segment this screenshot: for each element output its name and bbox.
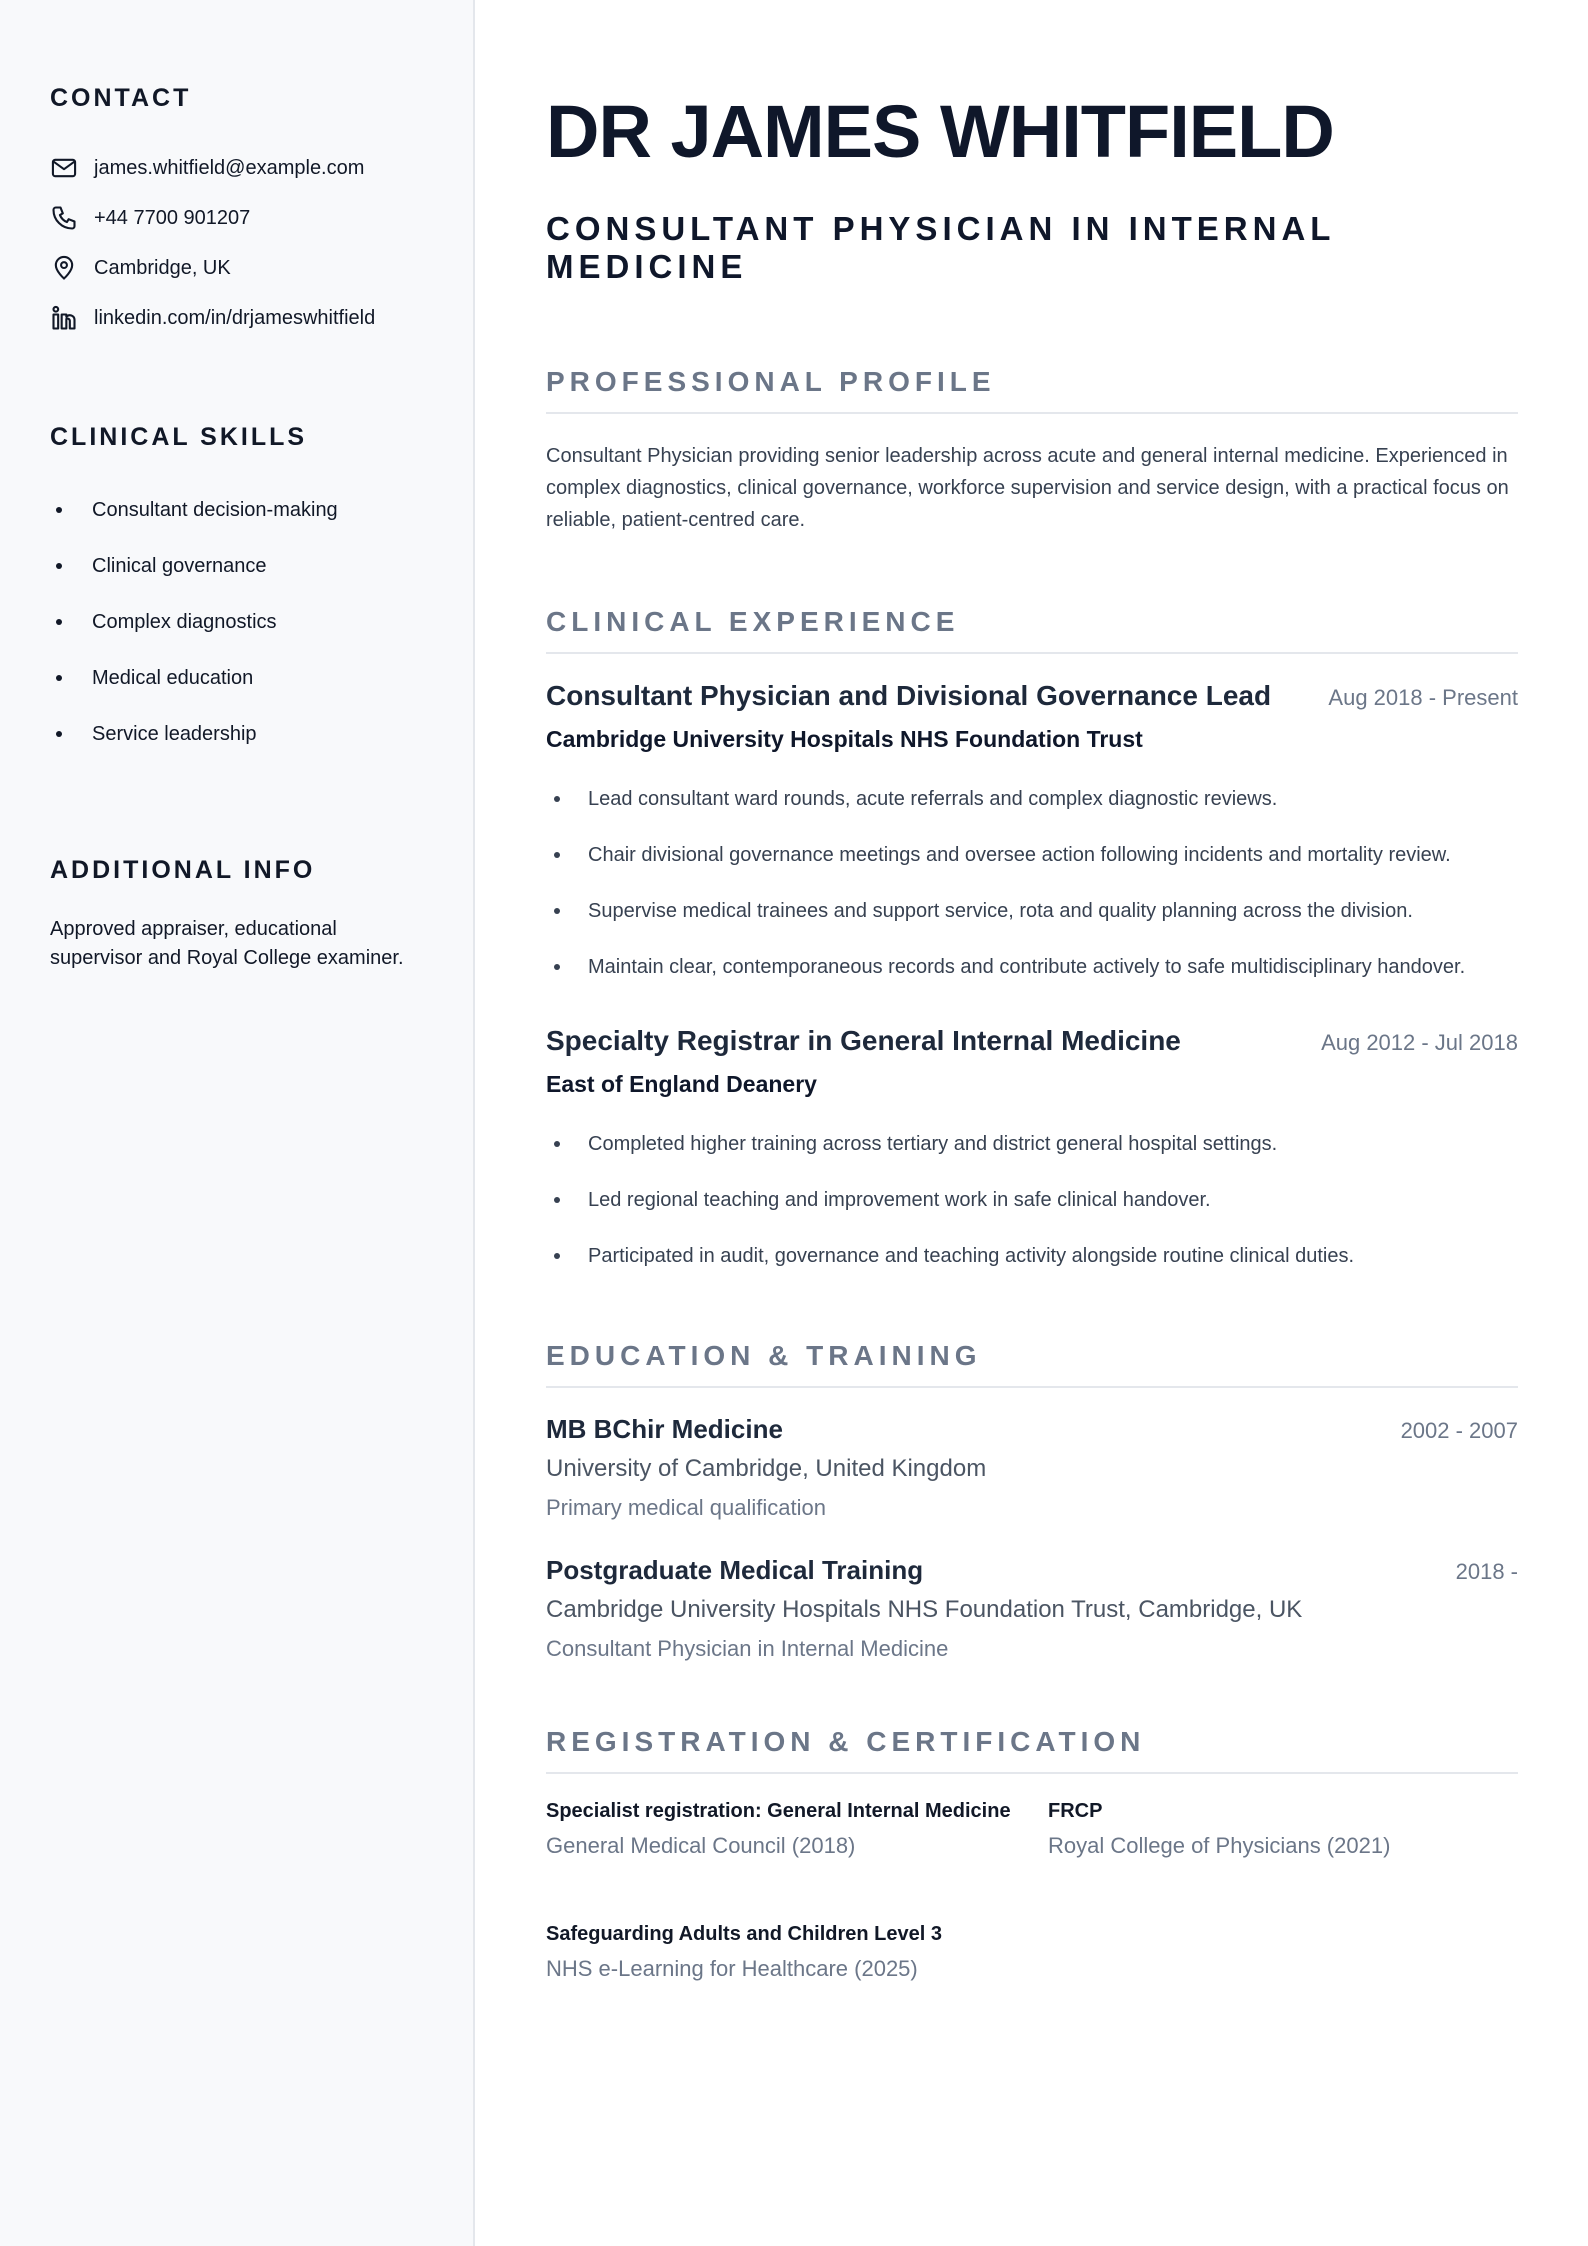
bullet-icon — [554, 1197, 560, 1203]
education-dates: 2002 - 2007 — [1400, 1418, 1518, 1443]
bullet-icon — [554, 908, 560, 914]
education-heading: EDUCATION & TRAINING — [546, 1340, 1518, 1388]
job-organization: East of England Deanery — [546, 1071, 817, 1097]
education-title: MB BChir Medicine — [546, 1414, 783, 1444]
skill-label: Consultant decision-making — [92, 498, 338, 521]
duty-list — [546, 771, 1518, 995]
job-dates: Aug 2012 - Jul 2018 — [1321, 1030, 1518, 1055]
experience-heading: CLINICAL EXPERIENCE — [546, 606, 1518, 654]
education-note: Consultant Physician in Internal Medicine — [546, 1636, 949, 1661]
job-organization: Cambridge University Hospitals NHS Foundation Trust — [546, 726, 1143, 752]
certification-name: Specialist registration: General Internal Medicine — [546, 1800, 1011, 1822]
certification-grid — [546, 1800, 1518, 1982]
mail-icon — [50, 154, 78, 182]
duty-item — [546, 771, 1518, 827]
contact-linkedin — [50, 293, 433, 343]
duty-text: Chair divisional governance meetings and oversee action following incidents and mortality review. — [588, 843, 1451, 866]
main-content — [546, 0, 1518, 1982]
bullet-icon — [56, 507, 62, 513]
skill-label: Medical education — [92, 666, 254, 689]
contact-email — [50, 143, 433, 193]
certification-body: General Medical Council (2018) — [546, 1833, 856, 1858]
bullet-icon — [56, 675, 62, 681]
job-dates: Aug 2018 - Present — [1328, 685, 1518, 710]
bullet-icon — [554, 964, 560, 970]
duty-item — [546, 1228, 1518, 1284]
education-dates: 2018 - — [1455, 1559, 1518, 1584]
sidebar — [0, 0, 475, 2246]
contact-list — [50, 143, 433, 343]
bullet-icon — [554, 1141, 560, 1147]
candidate-name: DR JAMES WHITFIELD — [546, 90, 1334, 173]
certification-name: Safeguarding Adults and Children Level 3 — [546, 1923, 942, 1945]
bullet-icon — [554, 1253, 560, 1259]
duty-item — [546, 827, 1518, 883]
contact-location — [50, 243, 433, 293]
skills-heading: CLINICAL SKILLS — [50, 423, 308, 451]
experience-section — [546, 606, 1518, 1284]
registration-heading: REGISTRATION & CERTIFICATION — [546, 1726, 1518, 1774]
job-title: Specialty Registrar in General Internal Medicine — [546, 1025, 1181, 1056]
duty-item — [546, 1172, 1518, 1228]
profile-heading: PROFESSIONAL PROFILE — [546, 366, 1518, 414]
contact-phone — [50, 193, 433, 243]
location-text: Cambridge, UK — [94, 256, 231, 279]
education-institution: University of Cambridge, United Kingdom — [546, 1455, 987, 1482]
duty-text: Supervise medical trainees and support service, rota and quality planning across the division. — [588, 899, 1413, 922]
education-header — [546, 1555, 1518, 1586]
job-entry — [546, 680, 1518, 995]
duty-item — [546, 1116, 1518, 1172]
phone-icon — [50, 204, 78, 232]
education-title: Postgraduate Medical Training — [546, 1555, 924, 1585]
duty-list — [546, 1116, 1518, 1284]
education-note: Primary medical qualification — [546, 1495, 826, 1520]
additional-text: Approved appraiser, educational supervisor and Royal College examiner. — [50, 918, 404, 969]
certification-name: FRCP — [1048, 1800, 1103, 1822]
bullet-icon — [56, 731, 62, 737]
duty-text: Participated in audit, governance and teaching activity alongside routine clinical duties. — [588, 1244, 1355, 1267]
bullet-icon — [56, 619, 62, 625]
skill-label: Clinical governance — [92, 554, 267, 577]
education-header — [546, 1414, 1518, 1445]
duty-text: Led regional teaching and improvement work in safe clinical handover. — [588, 1188, 1211, 1211]
contact-heading: CONTACT — [50, 84, 192, 112]
certification-item — [546, 1800, 1048, 1859]
skill-label: Service leadership — [92, 722, 257, 745]
map-pin-icon — [50, 254, 78, 282]
skill-item — [50, 538, 433, 594]
job-header — [546, 680, 1518, 712]
education-entry — [546, 1414, 1518, 1521]
profile-section — [546, 366, 1518, 536]
education-institution: Cambridge University Hospitals NHS Foundation Trust, Cambridge, UK — [546, 1596, 1303, 1623]
skill-label: Complex diagnostics — [92, 610, 277, 633]
duty-text: Lead consultant ward rounds, acute referrals and complex diagnostic reviews. — [588, 787, 1278, 810]
email-text[interactable]: james.whitfield@example.com — [94, 156, 365, 179]
phone-text[interactable]: +44 7700 901207 — [94, 206, 251, 229]
education-section — [546, 1340, 1518, 1662]
candidate-role: CONSULTANT PHYSICIAN IN INTERNAL MEDICINE — [546, 210, 1335, 285]
skills-list — [50, 482, 433, 762]
duty-text: Maintain clear, contemporaneous records and contribute actively to safe multidisciplinary handover. — [588, 955, 1466, 978]
certification-body: Royal College of Physicians (2021) — [1048, 1833, 1391, 1858]
job-header — [546, 1025, 1518, 1057]
linkedin-text[interactable]: linkedin.com/in/drjameswhitfield — [94, 306, 376, 329]
skill-item — [50, 706, 433, 762]
duty-text: Completed higher training across tertiary and district general hospital settings. — [588, 1132, 1278, 1155]
linkedin-icon — [50, 304, 78, 332]
bullet-icon — [56, 563, 62, 569]
education-entry — [546, 1555, 1518, 1662]
duty-item — [546, 939, 1518, 995]
skill-item — [50, 482, 433, 538]
skill-item — [50, 650, 433, 706]
bullet-icon — [554, 796, 560, 802]
duty-item — [546, 883, 1518, 939]
certification-body: NHS e-Learning for Healthcare (2025) — [546, 1956, 918, 1981]
skill-item — [50, 594, 433, 650]
job-entry — [546, 1025, 1518, 1284]
bullet-icon — [554, 852, 560, 858]
certification-item — [1048, 1800, 1518, 1859]
profile-text: Consultant Physician providing senior leadership across acute and general internal medicine. Experienced in complex diagnostics, clinical governance, workforce supervision and service design, with a practical focus on reliable, patient-centred care. — [546, 445, 1509, 531]
registration-section — [546, 1726, 1518, 1982]
job-title: Consultant Physician and Divisional Governance Lead — [546, 680, 1272, 711]
additional-heading: ADDITIONAL INFO — [50, 856, 316, 884]
certification-item — [546, 1923, 1048, 1982]
